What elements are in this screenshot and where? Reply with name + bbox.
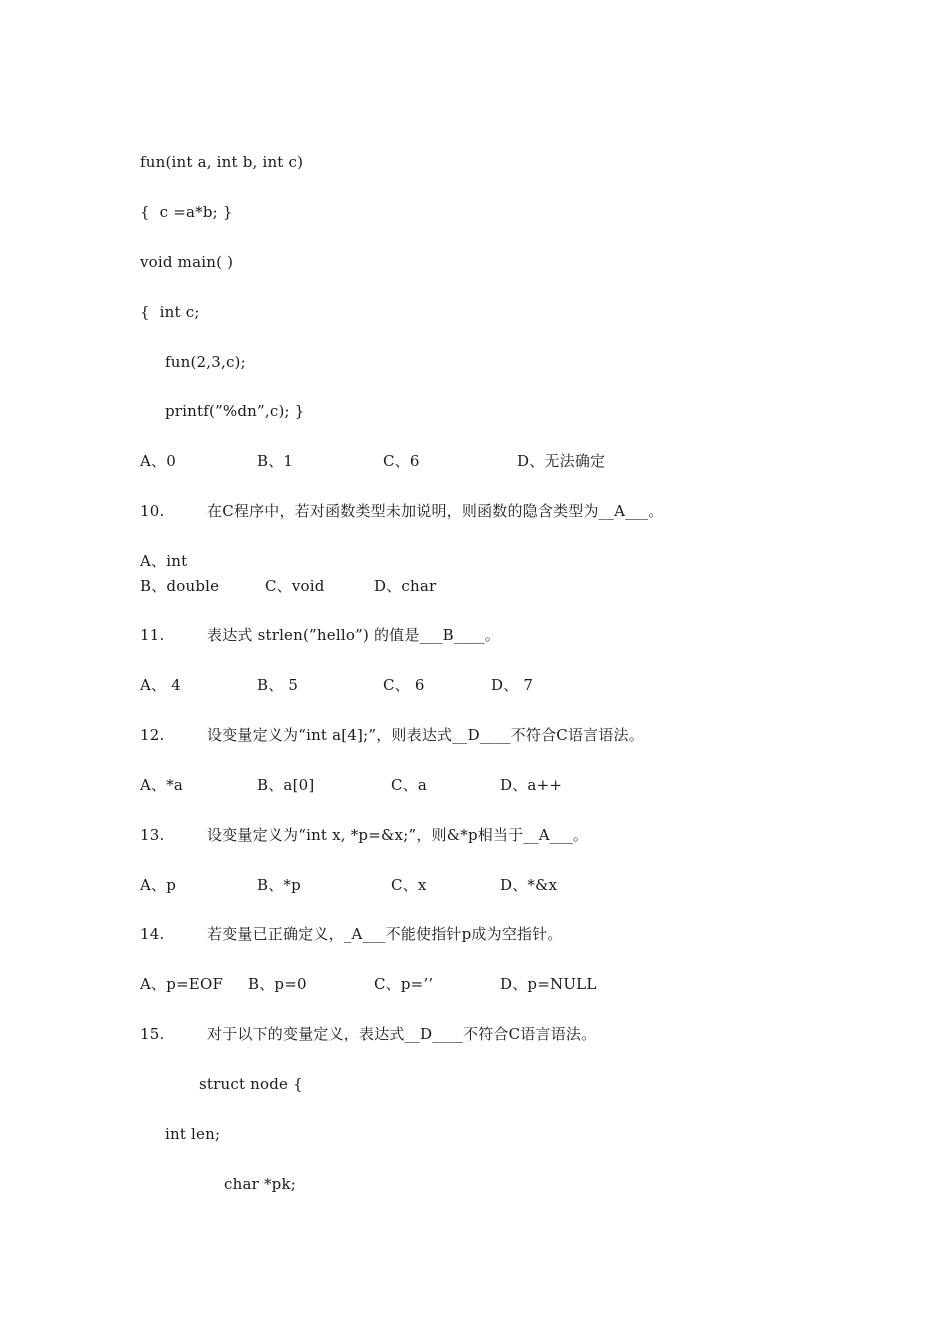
option-b: B、p=0 [248,975,307,993]
question-number: 10. [140,502,165,520]
question-text: 对于以下的变量定义，表达式__D____不符合C语言语法。 [207,1025,597,1043]
code-line: printf(”%dn”,c); } [165,402,305,420]
code-line: fun(int a, int b, int c) [140,153,304,171]
option-d: D、char [374,577,437,595]
option-a: A、 4 [140,676,181,694]
code-line: fun(2,3,c); [165,353,246,371]
option-b: B、double [140,577,220,595]
option-b: B、 5 [257,676,299,694]
code-line: { c =a*b; } [140,203,233,221]
code-line: char *pk; [224,1175,296,1193]
code-line: struct node { [199,1075,303,1093]
option-c: C、6 [383,452,420,470]
option-c: C、a [391,776,428,794]
code-line: { int c; [140,303,200,321]
question-number: 13. [140,826,165,844]
option-c: C、void [265,577,325,595]
question-number: 12. [140,726,165,744]
option-a: A、p [140,876,177,894]
option-d: D、p=NULL [500,975,597,993]
code-line: int len; [165,1125,221,1143]
option-a: A、int [140,552,188,570]
option-d: D、无法确定 [517,452,606,470]
option-c: C、x [391,876,427,894]
question-text: 在C程序中，若对函数类型未加说明，则函数的隐含类型为__A___。 [207,502,664,520]
question-number: 15. [140,1025,165,1043]
option-b: B、*p [257,876,301,894]
option-d: D、*&x [500,876,558,894]
option-c: C、 6 [383,676,425,694]
question-text: 设变量定义为“int a[4];”，则表达式__D____不符合C语言语法。 [207,726,644,744]
option-a: A、0 [140,452,176,470]
option-c: C、p=’’ [374,975,434,993]
option-d: D、 7 [491,676,534,694]
code-line: void main( ) [140,253,234,271]
option-a: A、p=EOF [140,975,224,993]
question-text: 表达式 strlen(”hello”) 的值是___B____。 [207,626,500,644]
question-text: 设变量定义为“int x, *p=&x;”，则&*p相当于__A___。 [207,826,589,844]
question-text: 若变量已正确定义，_A___不能使指针p成为空指针。 [207,925,563,943]
option-d: D、a++ [500,776,563,794]
option-b: B、a[0] [257,776,315,794]
option-a: A、*a [140,776,184,794]
option-b: B、1 [257,452,294,470]
question-number: 14. [140,925,165,943]
question-number: 11. [140,626,165,644]
